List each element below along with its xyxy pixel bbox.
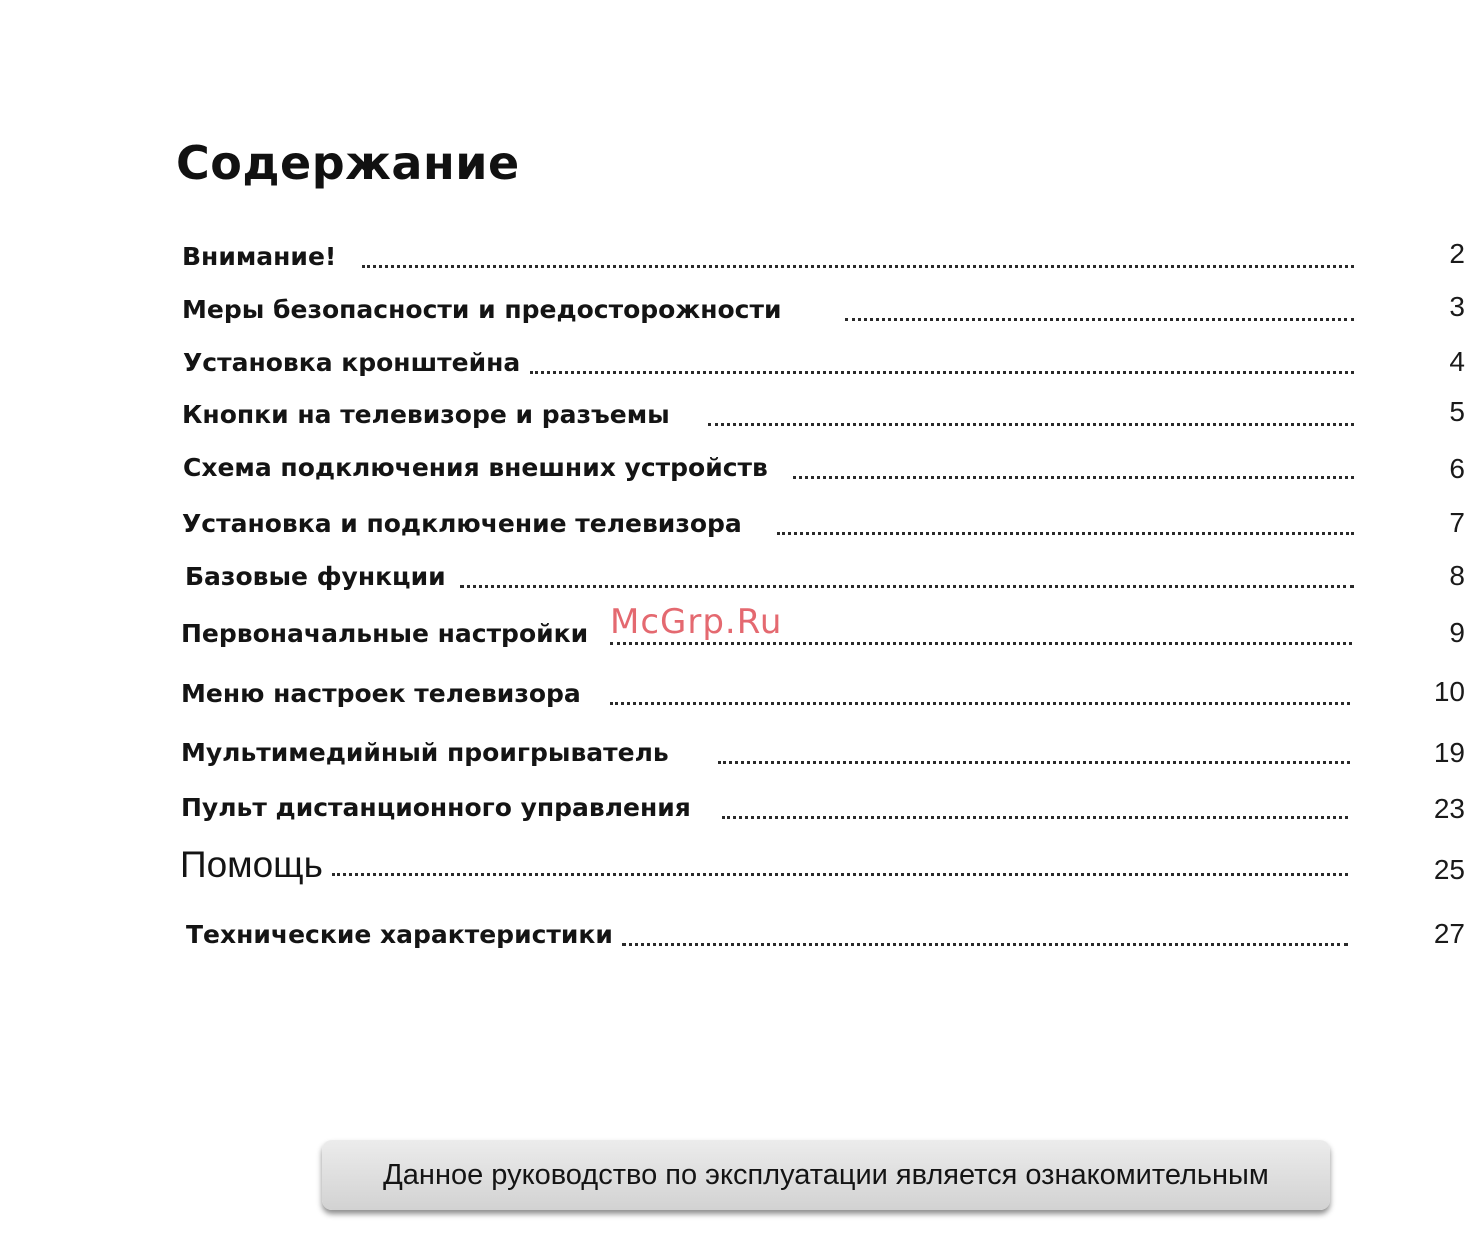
toc-entry-page: 27 [1433,918,1465,949]
toc-entry-page: 8 [1449,560,1465,591]
toc-entry-label: Кнопки на телевизоре и разъемы [182,400,670,429]
toc-entry-label: Технические характеристики [186,920,613,949]
toc-entry-basic-functions[interactable] [0,560,1465,600]
toc-entry-specifications[interactable] [0,918,1465,958]
toc-entry-page: 2 [1449,238,1465,269]
toc-entry-label: Помощь [180,844,323,885]
toc-entry-page: 9 [1449,617,1465,648]
toc-entry-label: Меры безопасности и предосторожности [182,295,782,324]
toc-entry-page: 3 [1449,291,1465,322]
toc-entry-installation[interactable] [0,507,1465,547]
toc-entry-page: 7 [1449,507,1465,538]
toc-entry-page: 19 [1433,737,1465,768]
toc-entry-page: 25 [1433,854,1465,885]
toc-entry-page: 23 [1433,793,1465,824]
toc-entry-bracket[interactable] [0,346,1465,386]
toc-entry-label: Схема подключения внешних устройств [183,453,768,482]
toc-entry-label: Установка и подключение телевизора [182,509,742,538]
toc-entry-page: 5 [1449,396,1465,427]
toc-entry-media-player[interactable] [0,736,1465,776]
toc-entry-connection-scheme[interactable] [0,451,1465,491]
notice-banner [322,1140,1330,1210]
toc-entry-settings-menu[interactable] [0,677,1465,717]
toc-entry-buttons[interactable] [0,398,1465,438]
toc-entry-label: Меню настроек телевизора [181,679,581,708]
toc-entry-remote-control[interactable] [0,791,1465,831]
page-title: Содержание [176,136,520,190]
toc-entry-attention[interactable] [0,240,1465,280]
notice-text: Данное руководство по эксплуатации является ознакомительным [383,1158,1269,1191]
toc-entry-page: 4 [1449,346,1465,377]
toc-entry-label: Установка кронштейна [183,348,521,377]
toc-entry-safety[interactable] [0,293,1465,333]
toc-entry-help[interactable] [0,844,1465,888]
toc-entry-page: 10 [1433,676,1465,707]
toc-entry-label: Первоначальные настройки [181,619,589,648]
toc-entry-label: Пульт дистанционного управления [181,793,691,822]
toc-entry-label: Внимание! [182,242,337,271]
toc-entry-label: Мультимедийный проигрыватель [181,738,669,767]
watermark-text: McGrp.Ru [610,602,783,642]
toc-entry-page: 6 [1449,453,1465,484]
toc-entry-label: Базовые функции [185,562,446,591]
